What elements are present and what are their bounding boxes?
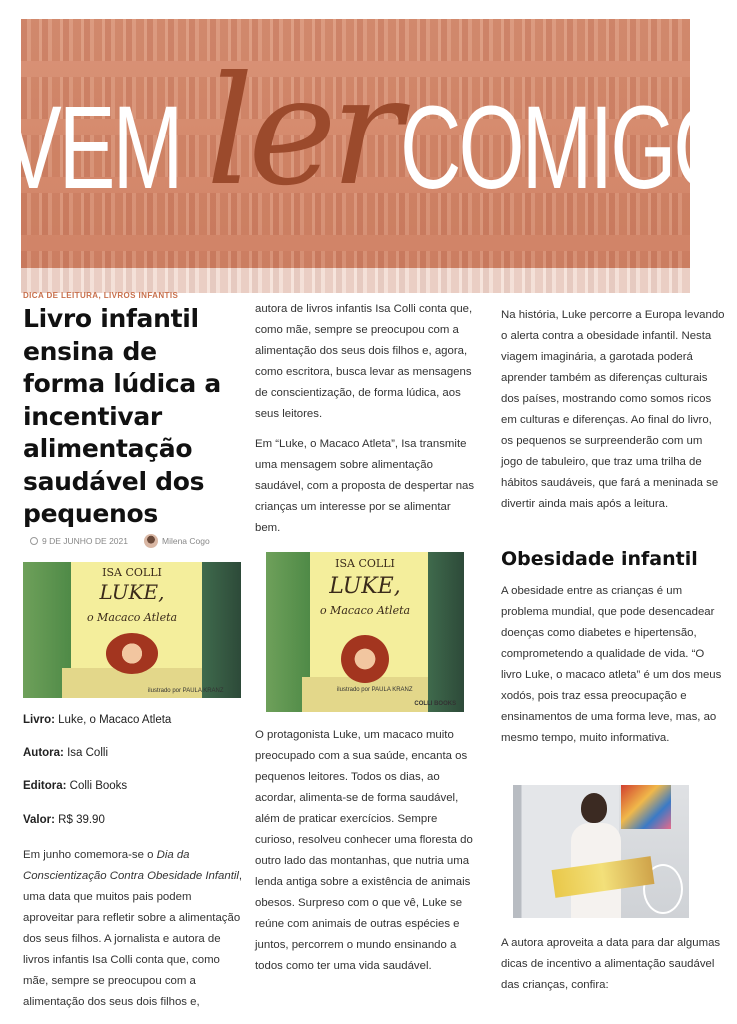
banner-word-comigo: COMIGO [400,82,737,214]
value: Luke, o Macaco Atleta [58,714,172,726]
author-photo [513,785,689,918]
cover-publisher: COLLI BOOKS [414,701,457,708]
banner-word-ler: ler [206,45,397,219]
value: Isa Colli [67,747,108,759]
wall-painting [621,785,671,829]
label: Livro: [23,714,55,726]
monkey-illustration [341,635,389,683]
value: R$ 39.90 [58,814,105,826]
label: Editora: [23,780,67,792]
book-cover-image [266,552,464,712]
article-title: Livro infantil ensina de forma lúdica a incentivar alimentação saudável dos pequenos [23,304,221,528]
monkey-illustration [106,633,158,674]
paragraph: Em “Luke, o Macaco Atleta”, Isa transmite uma mensagem sobre alimentação saudável, com a proposta de despertar nas crianças um interesse por se alimentar bem. [255,438,475,534]
banner-word-vem: VEM [5,82,181,214]
paragraph: autora de livros infantis Isa Colli conta que, como mãe, sempre se preocupou com a alimentação dos seus dois filhos e, agora, como escritora, busca levar as mensagens de conscientização, de forma lúdica, aos seus leitores. [255,303,473,420]
section-heading: Obesidade infantil [501,548,698,570]
post-date[interactable]: 9 DE JUNHO DE 2021 [42,536,128,546]
paragraph: O protagonista Luke, um macaco muito preocupado com a sua saúde, encanta os pequenos leitores. Todos os dias, ao acordar, alimenta-se de forma saudável, além de praticar exercícios. Sempre curioso, resolveu conhecer uma floresta do outro lado das montanhas, que nutria uma lenda antiga sobre a existência de animais obesos. Surpreso com o que vê, Luke se reúne com animais de outras espécies e juntos, percorrem o mundo ensinando a todos como ter uma vida saudável. [255,729,473,972]
book-info-editora [23,780,127,792]
text: Em junho comemora-se o [23,849,157,861]
bookshelf-background [21,251,690,293]
emphasis: Dia da Conscientização Contra Obesidade Infantil [23,849,239,882]
post-category[interactable]: DICA DE LEITURA, LIVROS INFANTIS [23,291,179,300]
book-info-livro [23,714,171,726]
cover-subtitle: o Macaco Atleta [319,603,411,617]
paragraph: A autora aproveita a data para dar algumas dicas de incentivo a alimentação saudável das crianças, confira: [501,937,721,991]
avatar [144,534,158,548]
book-info-valor [23,814,105,826]
book-cover-image [23,562,241,698]
clock-icon [30,537,38,545]
paragraph [23,845,243,1013]
value: Colli Books [69,780,128,792]
header-banner [5,19,737,268]
author-figure [571,793,621,918]
paragraph: Na história, Luke percorre a Europa levando o alerta contra a obesidade infantil. Nesta viagem imaginária, a garotada poderá aprender também as diferenças culturais dos países, mostrando como somos ricos em culturas e diferenças. Ao final do livro, os pequenos se surpreenderão com um jogo de tabuleiro, que traz uma trilha de hábitos saudáveis, que fará a meninada se divertir ainda mais após a leitura. [501,309,725,510]
cover-title: LUKE, [329,574,401,599]
book-info-autora [23,747,108,759]
text: , uma data que muitos pais podem aproveitar para refletir sobre a alimentação dos seus filhos. A jornalista e autora de livros infantis Isa Colli conta que, como mãe, sempre se preocupou com a alimentação dos seus dois filhos e, [23,870,243,1008]
cover-subtitle: o Macaco Atleta [86,611,178,625]
head [581,793,607,823]
post-meta [30,534,210,548]
cover-credit: ilustrado por PAULA KRANZ [336,686,413,693]
cover-author: ISA COLLI [102,566,162,580]
cover-credit: ilustrado por PAULA KRANZ [147,687,224,694]
label: Autora: [23,747,64,759]
label: Valor: [23,814,55,826]
cover-author: ISA COLLI [335,556,395,570]
post-author[interactable]: Milena Cogo [161,536,210,546]
paragraph: A obesidade entre as crianças é um problema mundial, que pode desencadear doenças como diabetes e hipertensão, comprometendo a qualidade de vida. “O livro Luke, o macaco atleta” é um dos meus xodós, pois traz essa preocupação e ensinamentos de uma forma leve, mas, ao mesmo tempo, muito informativa. [501,585,722,744]
cover-title: LUKE, [99,580,165,605]
